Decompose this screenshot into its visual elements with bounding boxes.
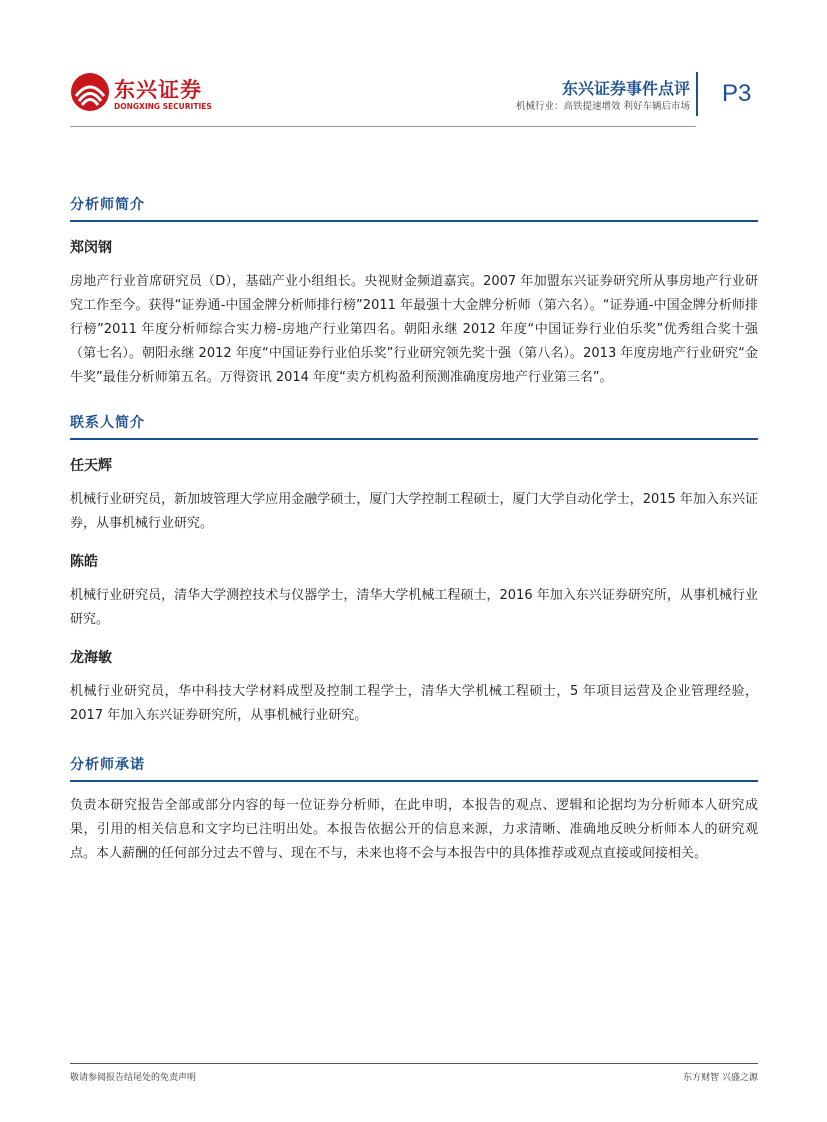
report-type-title: 东兴证券事件点评 [561,79,690,98]
section-title: 联系人简介 [70,408,758,440]
contact-bio: 机械行业研究员，新加坡管理大学应用金融学硕士，厦门大学控制工程硕士，厦门大学自动化学士，2015 年加入东兴证券，从事机械行业研究。 [70,492,758,531]
contact-name: 龙海敏 [70,650,112,666]
footer-disclaimer-note: 敬请参阅报告结尾处的免责声明 [70,1073,197,1083]
logo-english-name: DONGXING SECURITIES [114,102,212,111]
header-rule [70,126,696,127]
company-logo [70,72,212,116]
contact-name: 陈皓 [70,554,98,570]
contact-name: 任天辉 [70,458,112,474]
section-title: 分析师承诺 [70,750,758,782]
commitment-section [70,750,758,866]
footer-slogan: 东方财智 兴盛之源 [683,1073,758,1083]
logo-chinese-name: 东兴证券 [114,78,202,102]
section-title: 分析师简介 [70,190,758,222]
main-content [70,190,758,876]
page-header [0,0,827,130]
header-divider [696,72,698,116]
dongxing-logo-icon [70,72,110,112]
contacts-section [70,408,758,728]
footer-rule [70,1063,758,1064]
page-number: P3 [722,80,752,107]
report-subtitle: 机械行业：高铁提速增效 利好车辆后市场 [515,101,690,112]
analyst-bio: 房地产行业首席研究员（D），基础产业小组组长。央视财金频道嘉宾。2007 年加盟东兴证券研究所从事房地产行业研究工作至今。获得“证券通-中国金牌分析师排行榜”2011 年最强十大金牌分析师（第六名）。“证券通-中国金牌分析师排行榜”2011 年度分析师综合实力榜-房地产行业第四名。朝阳永继 2012 年度“中国证券行业伯乐奖”优秀组合奖十强（第七名）。朝阳永继 2012 年度“中国证券行业伯乐奖”行业研究领先奖十强（第八名）。2013 年度房地产行业研究“金牛奖”最佳分析师第五名。万得资讯 2014 年度“卖方机构盈利预测准确度房地产行业第三名”。 [70,274,758,385]
commitment-text: 负责本研究报告全部或部分内容的每一位证券分析师，在此申明，本报告的观点、逻辑和论据均为分析师本人研究成果，引用的相关信息和文字均已注明出处。本报告依据公开的信息来源，力求清晰、准确地反映分析师本人的研究观点。本人薪酬的任何部分过去不曾与、现在不与，未来也将不会与本报告中的具体推荐或观点直接或间接相关。 [70,798,758,861]
contact-bio: 机械行业研究员，华中科技大学材料成型及控制工程学士，清华大学机械工程硕士，5 年项目运营及企业管理经验，2017 年加入东兴证券研究所，从事机械行业研究。 [70,684,758,723]
analyst-name: 郑闵钢 [70,240,112,256]
contact-bio: 机械行业研究员，清华大学测控技术与仪器学士，清华大学机械工程硕士，2016 年加入东兴证券研究所，从事机械行业研究。 [70,588,758,627]
analyst-section [70,190,758,390]
